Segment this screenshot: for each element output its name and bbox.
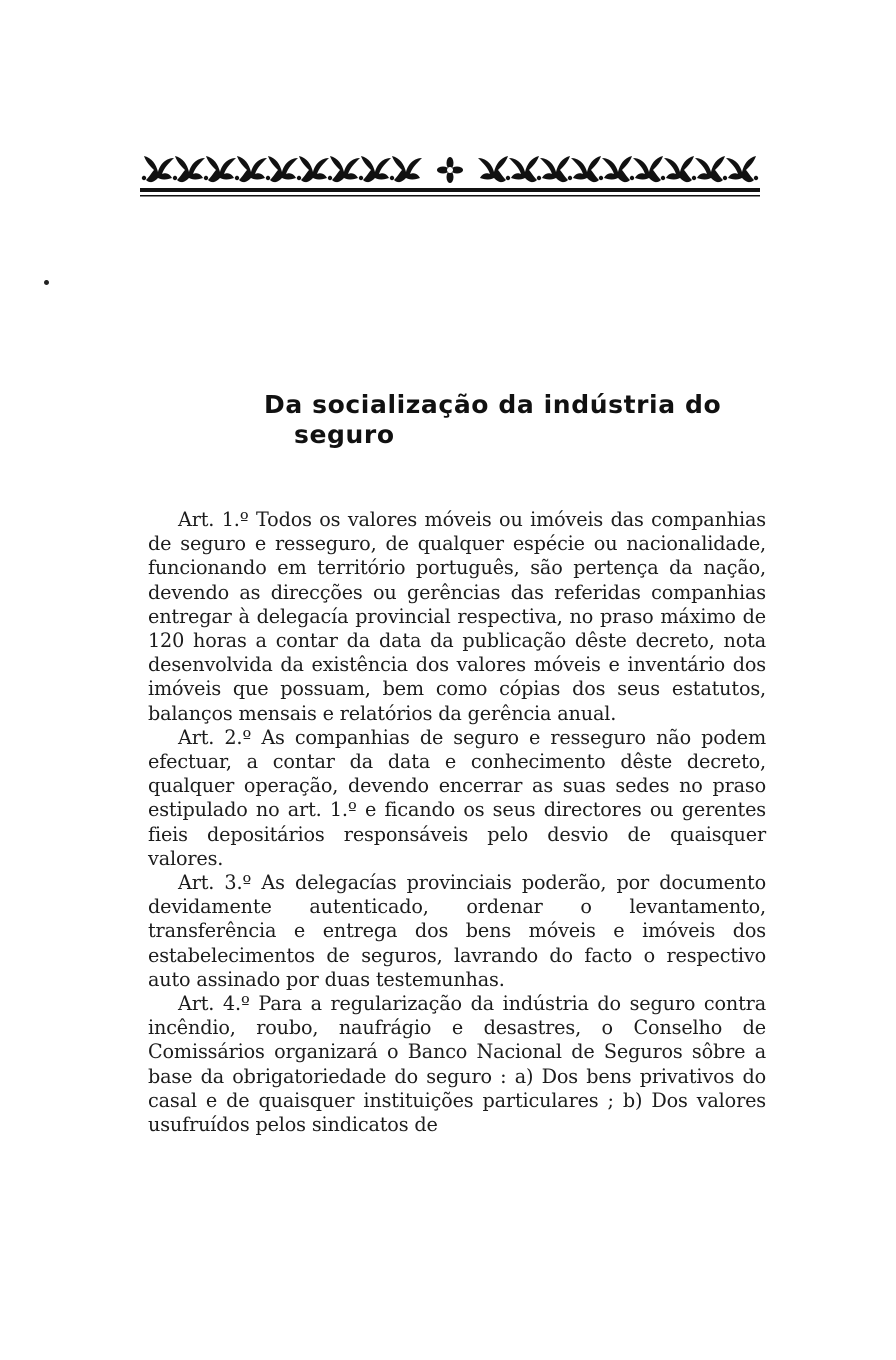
article-paragraph: Art. 1.º Todos os valores móveis ou imóveis das companhias de seguro e resseguro, de qualquer espécie ou nacionalidade, funcionando em território português, são pertença da nação, devendo as direcções ou gerências das referidas companhias entregar à delegacía provincial respectiva, no praso máximo de 120 horas a contar da data da publicação dêste decreto, nota desenvolvida da existência dos valores móveis e inventário dos imóveis que possuam, bem como cópias dos seus estatutos, balanços mensais e relatórios da gerência anual. bbox=[148, 508, 766, 725]
chapter-heading bbox=[264, 390, 784, 450]
leaf-motif bbox=[478, 156, 510, 182]
leaf-motif bbox=[509, 156, 541, 182]
leaf-motif bbox=[359, 156, 391, 182]
leaf-motif bbox=[328, 156, 360, 182]
leaf-motif bbox=[695, 156, 727, 182]
heading-line-2: seguro bbox=[294, 420, 395, 449]
leaf-motif bbox=[540, 156, 572, 182]
leaf-motif bbox=[142, 156, 174, 182]
leaf-motif bbox=[204, 156, 236, 182]
ornament-border bbox=[140, 152, 760, 200]
article-body bbox=[148, 508, 766, 1137]
leaf-motif bbox=[390, 156, 422, 182]
leaf-motif bbox=[297, 156, 329, 182]
leaf-motif bbox=[664, 156, 696, 182]
rule-thick bbox=[140, 188, 760, 192]
heading-line-1: Da socialização da indústria do bbox=[264, 390, 722, 419]
leaf-motif bbox=[726, 156, 758, 182]
article-paragraph: Art. 2.º As companhias de seguro e resseguro não podem efectuar, a contar da data e conhecimento dêste decreto, qualquer operação, devendo encerrar as suas sedes no praso estipulado no art. 1.º e ficando os seus directores ou gerentes fieis depositários responsáveis pelo desvio de quaisquer valores. bbox=[148, 725, 766, 870]
leaf-motif bbox=[173, 156, 205, 182]
article-paragraph: Art. 4.º Para a regularização da indústria do seguro contra incêndio, roubo, naufrágio e desastres, o Conselho de Comissários organizará o Banco Nacional de Seguros sôbre a base da obrigatoriedade do seguro : a) Dos bens privativos do casal e de quaisquer instituições particulares ; b) Dos valores usufruídos pelos sindicatos de bbox=[148, 992, 766, 1137]
leaf-motif bbox=[235, 156, 267, 182]
ornament-graphic bbox=[140, 152, 760, 200]
leaf-motif bbox=[602, 156, 634, 182]
leaf-motif bbox=[571, 156, 603, 182]
article-paragraph: Art. 3.º As delegacías provinciais poderão, por documento devidamente autenticado, ordenar o levantamento, transferência e entrega dos bens móveis e imóveis dos estabelecimentos de seguros, lavrando do facto o respectivo auto assinado por duas testemunhas. bbox=[148, 871, 766, 991]
central-fleuron bbox=[437, 157, 463, 183]
ink-speck bbox=[44, 280, 49, 285]
leaf-motif bbox=[266, 156, 298, 182]
rule-thin bbox=[140, 195, 760, 197]
leaf-motif bbox=[633, 156, 665, 182]
